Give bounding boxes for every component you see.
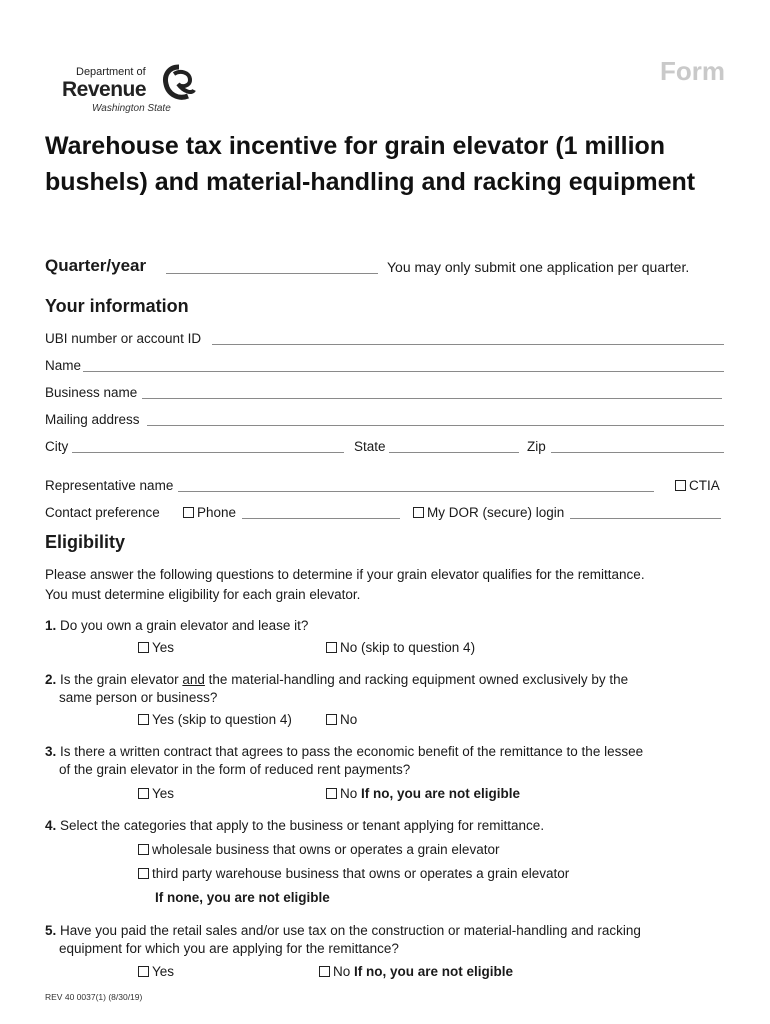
- contact-preference-label: Contact preference: [45, 505, 160, 520]
- logo-revenue-text: Revenue: [62, 78, 147, 101]
- question-1-number: 1.: [45, 618, 57, 633]
- checkbox-icon: [138, 844, 149, 855]
- your-information-heading: Your information: [45, 296, 189, 316]
- question-2-text-line-2: same person or business?: [59, 690, 218, 705]
- question-3: [45, 743, 685, 779]
- q4-not-eligible-note: If none, you are not eligible: [155, 890, 330, 905]
- quarter-year-input-line[interactable]: [166, 273, 378, 274]
- checkbox-icon: [326, 642, 337, 653]
- dor-login-label: My DOR (secure) login: [427, 505, 565, 520]
- question-2-text-underline: and: [182, 672, 205, 687]
- checkbox-icon: [319, 966, 330, 977]
- department-of-revenue-logo: [62, 60, 202, 124]
- q3-yes-label: Yes: [152, 786, 175, 801]
- q5-no-label: No: [333, 964, 351, 979]
- ctia-label: CTIA: [689, 478, 720, 493]
- city-label: City: [45, 439, 69, 454]
- question-1-text: Do you own a grain elevator and lease it?: [60, 618, 309, 633]
- q3-no-checkbox[interactable]: [326, 786, 520, 801]
- zip-label: Zip: [527, 439, 546, 454]
- city-input-line[interactable]: [72, 452, 344, 453]
- q2-no-label: No: [340, 712, 358, 727]
- checkbox-icon: [138, 788, 149, 799]
- checkbox-icon: [413, 507, 424, 518]
- checkbox-icon: [326, 788, 337, 799]
- checkbox-icon: [183, 507, 194, 518]
- q1-no-label: No (skip to question 4): [340, 640, 476, 655]
- checkbox-icon: [138, 966, 149, 977]
- phone-input-line[interactable]: [242, 518, 400, 519]
- dor-login-checkbox[interactable]: [413, 505, 564, 520]
- q5-yes-checkbox[interactable]: [138, 964, 174, 979]
- q1-no-checkbox[interactable]: [326, 640, 475, 655]
- representative-name-label: Representative name: [45, 478, 174, 493]
- question-4-text: Select the categories that apply to the business or tenant applying for remittance.: [60, 818, 545, 833]
- eligibility-heading: Eligibility: [45, 532, 126, 552]
- state-label: State: [354, 439, 386, 454]
- q4-wholesale-checkbox[interactable]: [138, 842, 499, 857]
- state-input-line[interactable]: [389, 452, 519, 453]
- checkbox-icon: [138, 868, 149, 879]
- q2-no-checkbox[interactable]: [326, 712, 357, 727]
- zip-input-line[interactable]: [551, 452, 724, 453]
- question-5: [45, 922, 685, 958]
- checkbox-icon: [675, 480, 686, 491]
- question-5-text-line-1: Have you paid the retail sales and/or use tax on the construction or material-handling and racking: [60, 923, 641, 938]
- eligibility-intro: [45, 565, 695, 605]
- business-name-input-line[interactable]: [142, 398, 722, 399]
- revenue-swirl-icon: [162, 64, 196, 104]
- q1-yes-checkbox[interactable]: [138, 640, 174, 655]
- eligibility-intro-line-1: Please answer the following questions to determine if your grain elevator qualifies for the remittance.: [45, 567, 645, 582]
- name-label: Name: [45, 358, 82, 373]
- q1-yes-label: Yes: [152, 640, 175, 655]
- q2-yes-label: Yes (skip to question 4): [152, 712, 292, 727]
- mailing-address-label: Mailing address: [45, 412, 140, 427]
- question-3-text-line-1: Is there a written contract that agrees to pass the economic benefit of the remittance to the lessee: [60, 744, 644, 759]
- q3-not-eligible-note: If no, you are not eligible: [361, 786, 521, 801]
- q5-no-checkbox[interactable]: [319, 964, 513, 979]
- q3-yes-checkbox[interactable]: [138, 786, 174, 801]
- phone-checkbox[interactable]: [183, 505, 236, 520]
- name-input-line[interactable]: [83, 371, 724, 372]
- form-label: Form: [660, 56, 725, 86]
- q2-yes-checkbox[interactable]: [138, 712, 292, 727]
- q4-option-1-label: wholesale business that owns or operates a grain elevator: [152, 842, 500, 857]
- checkbox-icon: [138, 714, 149, 725]
- mailing-address-input-line[interactable]: [147, 425, 724, 426]
- logo-department-text: Department of: [76, 66, 146, 78]
- form-number: REV 40 0037(1) (8/30/19): [45, 992, 143, 1002]
- q4-option-2-label: third party warehouse business that owns or operates a grain elevator: [152, 866, 570, 881]
- question-3-number: 3.: [45, 744, 57, 759]
- phone-label: Phone: [197, 505, 237, 520]
- eligibility-intro-line-2: You must determine eligibility for each grain elevator.: [45, 587, 361, 602]
- q3-no-label: No: [340, 786, 358, 801]
- question-2-number: 2.: [45, 672, 57, 687]
- ctia-checkbox[interactable]: [675, 478, 720, 493]
- question-2: [45, 671, 685, 707]
- checkbox-icon: [326, 714, 337, 725]
- q5-not-eligible-note: If no, you are not eligible: [354, 964, 514, 979]
- question-3-text-line-2: of the grain elevator in the form of reduced rent payments?: [59, 762, 411, 777]
- question-4: [45, 817, 685, 835]
- quarter-year-label: Quarter/year: [45, 256, 147, 275]
- q5-yes-label: Yes: [152, 964, 175, 979]
- question-1: [45, 617, 685, 635]
- question-5-text-line-2: equipment for which you are applying for the remittance?: [59, 941, 399, 956]
- logo-state-text: Washington State: [92, 103, 171, 114]
- checkbox-icon: [138, 642, 149, 653]
- q4-third-party-checkbox[interactable]: [138, 866, 569, 881]
- business-name-label: Business name: [45, 385, 138, 400]
- question-4-number: 4.: [45, 818, 57, 833]
- question-2-text-post: the material-handling and racking equipment owned exclusively by the: [208, 672, 629, 687]
- question-2-text-pre: Is the grain elevator: [60, 672, 179, 687]
- question-5-number: 5.: [45, 923, 57, 938]
- ubi-input-line[interactable]: [212, 344, 724, 345]
- dor-login-input-line[interactable]: [570, 518, 721, 519]
- form-title: Warehouse tax incentive for grain elevator (1 million bushels) and material-handling and racking equipment: [45, 132, 696, 196]
- representative-name-input-line[interactable]: [178, 491, 654, 492]
- quarter-note: You may only submit one application per quarter.: [387, 259, 690, 275]
- ubi-label: UBI number or account ID: [45, 331, 202, 346]
